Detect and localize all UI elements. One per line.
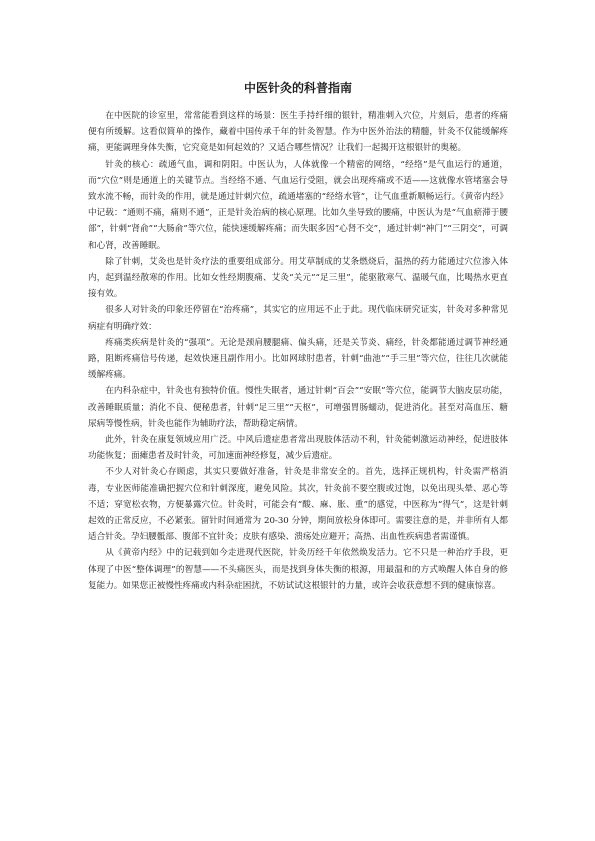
document-title: 中医针灸的科普指南	[243, 81, 352, 95]
paragraph-safety: 不少人对针灸心存顾虑，其实只要做好准备，针灸是非常安全的。首先，选择正规机构，针灸需严格消毒，专业医师能准确把握穴位和针刺深度，避免风险。其次，针灸前不要空腹或过饱，以免出现头晕、恶心等不适；穿宽松衣物，方便暴露穴位。针灸时，可能会有“酸、麻、胀、重”的感觉，中医称为“得气”，这是针刺起效的正常反应，不必紧张。留针时间通常为 20-30 分钟，期间放松身体即可。需要注意的是，并非所有人都适合针灸。孕妇腰骶部、腹部不宜针灸；皮肤有感染、溃疡处应避开；高热、出血性疾病患者需谨慎。	[88, 467, 508, 543]
document-page	[88, 80, 508, 594]
paragraph-rehabilitation: 此外，针灸在康复领域应用广泛。中风后遗症患者常出现肢体活动不利，针灸能刺激运动神经，促进肢体功能恢复；面瘫患者及时针灸，可加速面神经修复，减少后遗症。	[88, 435, 508, 462]
paragraph-principle: 针灸的核心：疏通气血，调和阴阳。中医认为，人体就像一个精密的网络，“经络”是气血运行的通道，而“穴位”则是通道上的关键节点。当经络不通、气血运行受阻，就会出现疼痛或不适——这就像水管堵塞会导致水流不畅，而针灸的作用，就是通过针刺穴位，疏通堵塞的“经络水管”，让气血重新顺畅运行。《黄帝内经》中记载：“通则不痛，痛则不通”，正是针灸治病的核心原理。比如久坐导致的腰痛，中医认为是“气血瘀滞于腰部”，针刺“肾俞”“大肠俞”等穴位，能快速缓解疼痛；而失眠多因“心肾不交”，通过针刺“神门”“三阴交”，可调和心肾，改善睡眠。	[88, 159, 508, 251]
paragraph-applications-intro: 很多人对针灸的印象还停留在“治疼痛”，其实它的应用远不止于此。现代临床研究证实，针灸对多种常见病症有明确疗效：	[88, 305, 508, 332]
paragraph-moxibustion: 除了针刺，艾灸也是针灸疗法的重要组成部分。用艾草制成的艾条燃烧后，温热的药力能通过穴位渗入体内，起到温经散寒的作用。比如女性经期腹痛、艾灸“关元”“足三里”，能驱散寒气、温暖气血，比喝热水更直接有效。	[88, 256, 508, 300]
paragraph-intro: 在中医院的诊室里，常常能看到这样的场景：医生手持纤细的银针，精准刺入穴位，片刻后，患者的疼痛便有所缓解。这看似简单的操作，藏着中国传承千年的针灸智慧。作为中医外治法的精髓，针灸不仅能缓解疼痛，更能调理身体失衡，它究竟是如何起效的？又适合哪些情况？让我们一起揭开这根银针的奥秘。	[88, 111, 508, 154]
paragraph-pain: 疼痛类疾病是针灸的“强项”。无论是颈肩腰腿痛、偏头痛，还是关节炎、痛经，针灸都能通过调节神经通路，阻断疼痛信号传递，起效快速且副作用小。比如网球肘患者，针刺“曲池”“手三里”等穴位，往往几次就能缓解疼痛。	[88, 337, 508, 381]
paragraph-internal-medicine: 在内科杂症中，针灸也有独特价值。慢性失眠者，通过针刺“百会”“安眠”等穴位，能调节大脑皮层功能，改善睡眠质量；消化不良、便秘患者，针刺“足三里”“天枢”，可增强胃肠蠕动，促进消化。甚至对高血压、糖尿病等慢性病，针灸也能作为辅助疗法，帮助稳定病情。	[88, 386, 508, 429]
paragraph-conclusion: 从《黄帝内经》中的记载到如今走进现代医院，针灸历经千年依然焕发活力。它不只是一种治疗手段，更体现了中医“整体调理”的智慧——不头痛医头，而是找到身体失衡的根源，用最温和的方式唤醒人体自身的修复能力。如果您正被慢性疼痛或内科杂症困扰，不妨试试这根银针的力量，或许会收获意想不到的健康惊喜。	[88, 548, 508, 591]
